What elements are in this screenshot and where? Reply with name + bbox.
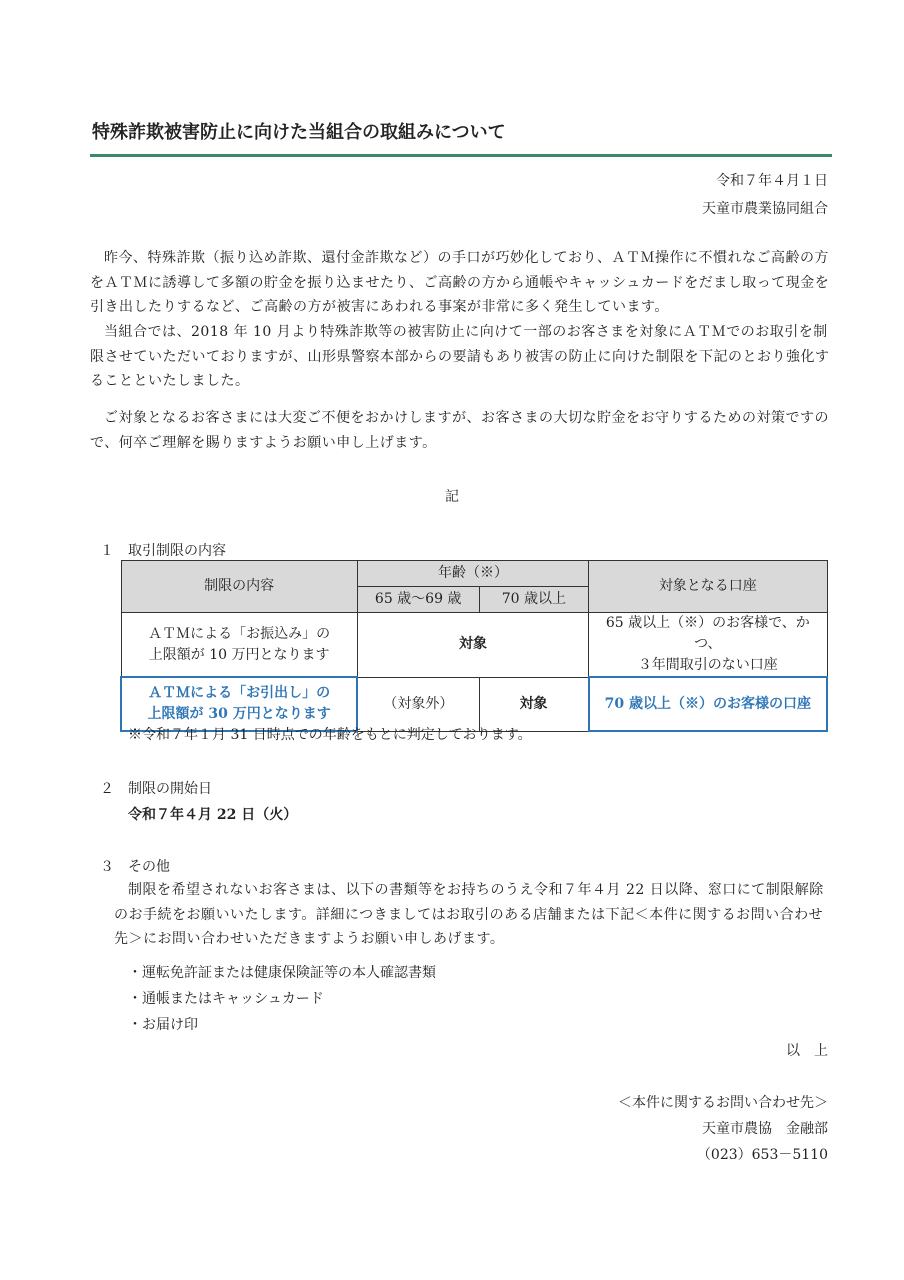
required-item-2: ・通帳またはキャッシュカード [128,991,324,1007]
header-account: 対象となる口座 [589,561,827,613]
start-date: 令和７年４月 22 日（火） [128,807,298,823]
page-title: 特殊詐欺被害防止に向けた当組合の取組みについて [92,122,506,143]
row2-content [121,677,357,731]
required-item-1: ・運転免許証または健康保険証等の本人確認書類 [128,965,436,981]
row1-account [589,613,827,678]
paragraph-1: 昨今、特殊詐欺（振り込め詐欺、還付金詐欺など）の手口が巧妙化しており、ＡＴＭ操作に不慣れなご高齢の方をＡＴＭに誘導して多額の貯金を振り込ませたり、ご高齢の方から通帳やキャッシュカードをだまし取って現金を引き出したりするなど、ご高齢の方が被害にあわれる事案が非常に多く発生しています。 [90,250,830,315]
header-content: 制限の内容 [121,561,357,613]
section2-heading: ２ 制限の開始日 [100,781,212,797]
row1-content-line2: 上限額が 10 万円となります [148,646,330,663]
row1-account-line2: ３年間取引のない口座 [637,657,778,673]
contact-label: ＜本件に関するお問い合わせ先＞ [618,1095,828,1111]
row1-content-line1: ＡＴＭによる「お振込み」の [148,625,331,642]
section3-body: 制限を希望されないお客さまは、以下の書類等をお持ちのうえ令和７年４月 22 日以降、窓口にて制限解除のお手続をお願いいたします。詳細につきましてはお取引のある店舗または下記＜本件に関するお問い合わせ先＞にお問い合わせいただきますようお願い申しあげます。 [114,882,824,947]
header-age-65-69: 65 歳～69 歳 [357,587,479,613]
header-age-70-plus: 70 歳以上 [479,587,589,613]
contact-department: 天童市農協 金融部 [702,1121,828,1137]
row1-target: 対象 [357,613,588,678]
section1-heading: １ 取引制限の内容 [100,543,226,559]
header-age: 年齢（※） [357,561,588,587]
row2-age-65-69: （対象外） [357,677,479,731]
issue-date: 令和７年４月１日 [716,173,828,189]
issuer-name: 天童市農業協同組合 [702,201,828,217]
closing-mark: 以 上 [786,1043,828,1059]
row2-age-70-plus: 対象 [479,677,589,731]
paragraph-2: 当組合では、2018 年 10 月より特殊詐欺等の被害防止に向けて一部のお客さまを対象にＡＴＭでのお取引を制限させていただいておりますが、山形県警察本部からの要請もあり被害の防止に向けた制限を下記のとおり強化することといたしました。 [90,324,830,389]
ki-marker: 記 [445,489,459,505]
paragraph-3: ご対象となるお客さまには大変ご不便をおかけしますが、お客さまの大切な貯金をお守りするための対策ですので、何卒ご理解を賜りますようお願い申し上げます。 [90,410,829,451]
row1-content [121,613,357,678]
required-item-3: ・お届け印 [128,1017,198,1033]
section3-heading: ３ その他 [100,859,170,875]
title-divider [90,154,832,157]
table-note: ※令和７年１月 31 日時点での年齢をもとに判定しております。 [128,727,532,743]
row2-content-line1: ＡＴＭによる「お引出し」の [148,685,331,701]
contact-phone: （023）653－5110 [696,1147,828,1163]
restriction-table [120,560,828,732]
row2-content-line2: 上限額が 30 万円となります [147,706,331,722]
row1-account-line1: 65 歳以上（※）のお客様で、かつ、 [605,615,810,652]
row2-account: 70 歳以上（※）のお客様の口座 [589,677,827,731]
